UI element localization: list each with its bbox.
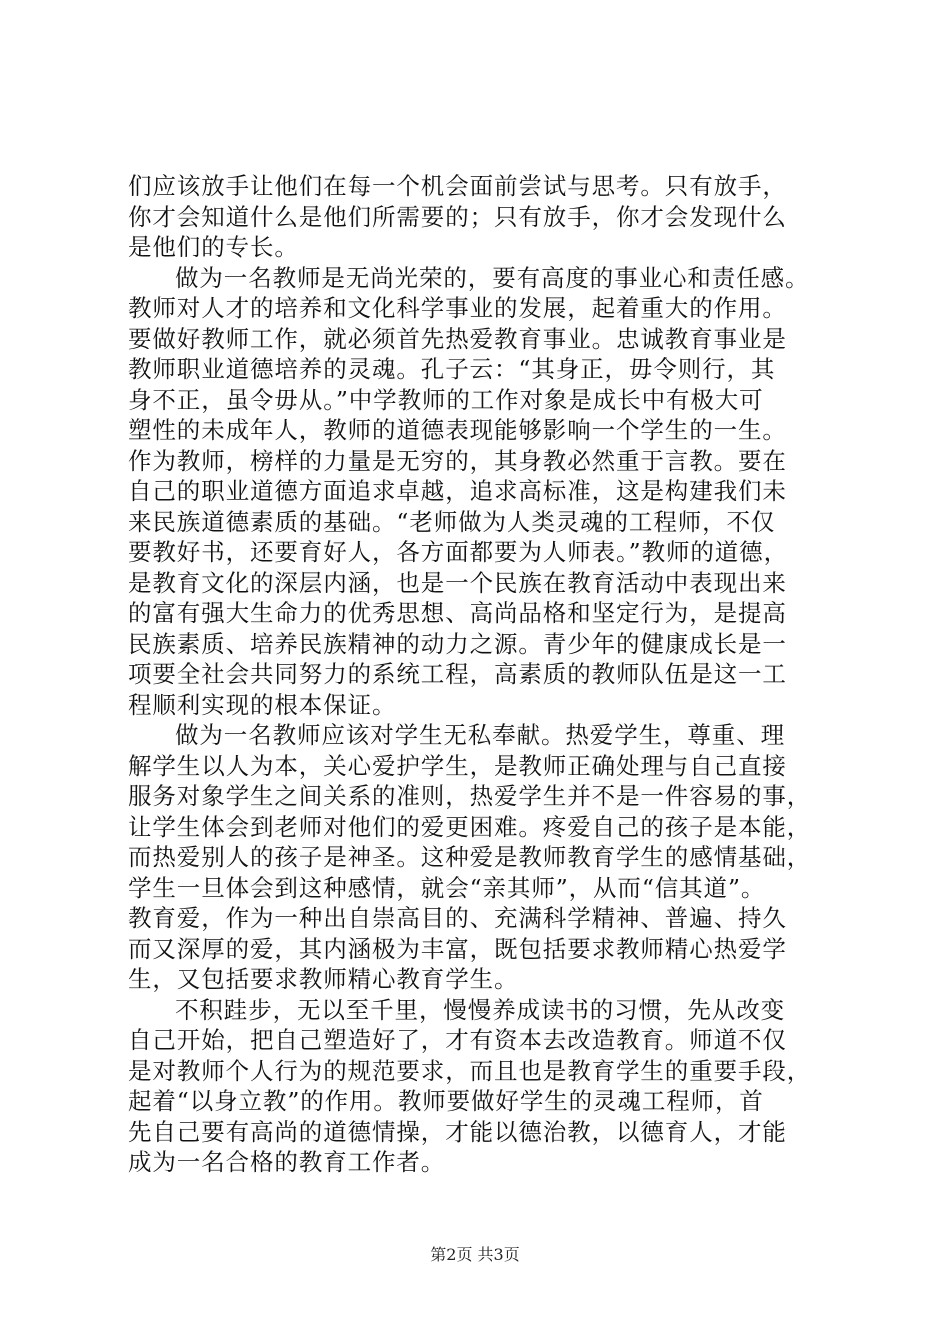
text-line: 要做好教师工作，就必须首先热爱教育事业。忠诚教育事业是 <box>128 324 787 353</box>
text-line: 你才会知道什么是他们所需要的；只有放手，你才会发现什么 <box>128 202 787 231</box>
text-line: 的富有强大生命力的优秀思想、高尚品格和坚定行为，是提高 <box>128 599 787 627</box>
text-line: 学生一旦体会到这种感情，就会“亲其师”，从而“信其道”。 <box>128 873 766 902</box>
text-line: 是对教师个人行为的规范要求，而且也是教育学生的重要手段， <box>128 1056 812 1085</box>
text-line: 解学生以人为本，关心爱护学生，是教师正确处理与自己直接 <box>128 751 787 780</box>
text-line: 教师职业道德培养的灵魂。孔子云：“其身正，毋令则行，其 <box>128 355 776 383</box>
text-line: 生，又包括要求教师精心教育学生。 <box>128 965 519 993</box>
text-line: 而热爱别人的孩子是神圣。这种爱是教师教育学生的感情基础， <box>128 843 812 871</box>
text-line: 塑性的未成年人，教师的道德表现能够影响一个学生的一生。 <box>128 416 787 444</box>
text-line: 民族素质、培养民族精神的动力之源。青少年的健康成长是一 <box>128 629 787 658</box>
text-line: 是他们的专长。 <box>128 233 299 261</box>
page-footer: 第2页 共3页 <box>430 1245 520 1264</box>
text-line: 成为一名合格的教育工作者。 <box>128 1148 446 1176</box>
document-body <box>128 171 858 1178</box>
text-line: 作为教师，榜样的力量是无穷的，其身教必然重于言教。要在 <box>128 446 787 475</box>
text-line: 身不正，虽令毋从。”中学教师的工作对象是成长中有极大可 <box>128 385 764 414</box>
text-line: 来民族道德素质的基础。“老师做为人类灵魂的工程师，不仅 <box>128 507 776 536</box>
text-line: 服务对象学生之间关系的准则，热爱学生并不是一件容易的事， <box>128 782 812 810</box>
text-line: 而又深厚的爱，其内涵极为丰富，既包括要求教师精心热爱学 <box>128 934 787 963</box>
text-line: 做为一名教师应该对学生无私奉献。热爱学生，尊重、理 <box>175 721 785 749</box>
text-line: 们应该放手让他们在每一个机会面前尝试与思考。只有放手， <box>128 172 787 200</box>
text-line: 是教育文化的深层内涵，也是一个民族在教育活动中表现出来 <box>128 568 787 597</box>
text-line: 程顺利实现的根本保证。 <box>128 690 397 719</box>
text-line: 教师对人才的培养和文化科学事业的发展，起着重大的作用。 <box>128 294 787 322</box>
text-line: 要教好书，还要育好人，各方面都要为人师表。”教师的道德， <box>128 538 788 566</box>
text-line: 做为一名教师是无尚光荣的，要有高度的事业心和责任感。 <box>175 263 810 292</box>
text-line: 让学生体会到老师对他们的爱更困难。疼爱自己的孩子是本能， <box>128 812 812 841</box>
text-line: 自己开始，把自己塑造好了，才有资本去改造教育。师道不仅 <box>128 1026 787 1054</box>
text-line: 自己的职业道德方面追求卓越，追求高标准，这是构建我们未 <box>128 477 787 505</box>
text-line: 不积跬步，无以至千里，慢慢养成读书的习惯，先从改变 <box>175 995 785 1024</box>
text-line: 先自己要有高尚的道德情操，才能以德治教，以德育人，才能 <box>128 1117 787 1146</box>
text-line: 教育爱，作为一种出自崇高目的、充满科学精神、普遍、持久 <box>128 904 787 932</box>
text-line: 起着“以身立教”的作用。教师要做好学生的灵魂工程师，首 <box>128 1087 764 1115</box>
text-line: 项要全社会共同努力的系统工程，高素质的教师队伍是这一工 <box>128 660 787 688</box>
